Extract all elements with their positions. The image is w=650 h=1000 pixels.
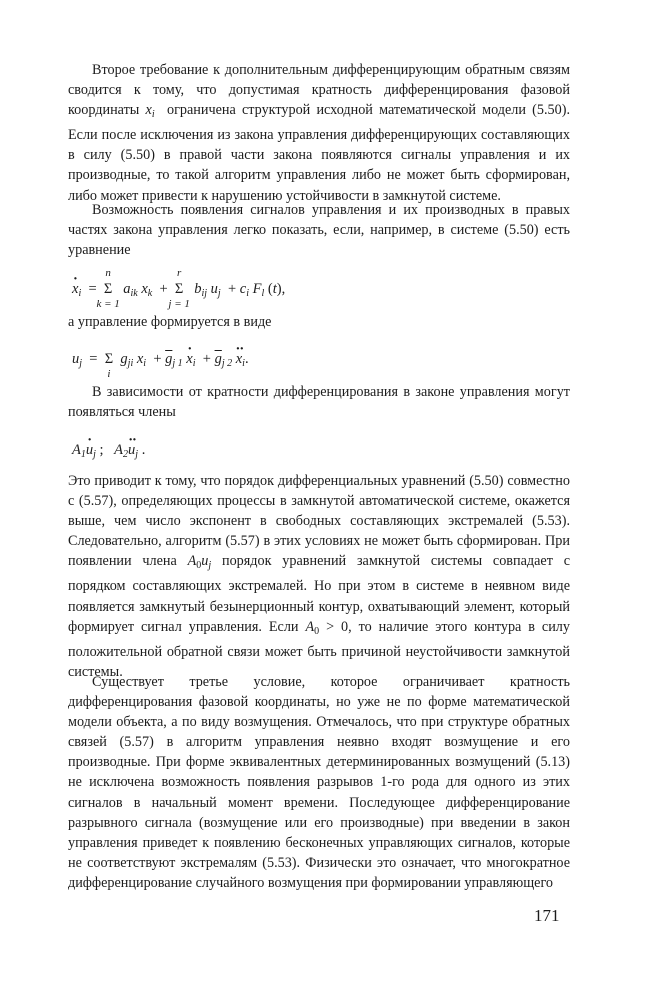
equation-terms: $A_1\cdot u_j$ ; $A_2\cdot\cdot u_j$ . [72, 443, 145, 460]
paragraph-5: Это приводит к тому, что порядок дифференциальных уравнений (5.50) совместно с (5.57), определяющих процессы в замкнутой автоматической системе, окажется выше, чем число экспонент в свободных составляющих экстремалей (5.53). Следовательно, алгоритм (5.57) в этих условиях не может быть сформирован. При появлении члена $A_0u_j$ порядок уравнений замкнутой системы совпадает с порядком составляющих экстремалей. Но при этом в системе в неявном виде появляется замкнутый безынерционный контур, охватывающий элемент, который формирует сигнал управления. Если $A_0 > 0$, то наличие этого контура в силу положительной обратной связи может быть причиной неустойчивости замкнутой системы. [68, 473, 570, 680]
equation-control: $u_j = \Sigma$ i $g_{ji}$ $x_i + \overline{g}_{j 1} \cdot x_i + \overline{g}_{j 2} \cdot\cdot x_i$. [72, 352, 249, 369]
paragraph-6: Существует третье условие, которое ограничивает кратность дифференцирования фазовой координаты, но уже не по форме математической модели объекта, а по виду возмущения. Отмечалось, что при структуре обратных связей (5.57) в алгоритм управления неявно входят возмущение и его производные. При форме эквивалентных детерминированных возмущений (5.13) не исключена возможность появления разрывов 1-го рода для одного из этих сигналов в начальный момент времени. Последующее дифференцирование разрывного сигнала (возмущение или его производные) при введении в закон управления приведет к появлению бесконечных управляющих сигналов, которые не соответствуют экстремалям (5.53). Физически это означает, что многократное дифференцирование случайного возмущения при формировании управляющего [68, 674, 570, 891]
paragraph-3: а управление формируется в виде [68, 314, 272, 330]
paragraph-2: Возможность появления сигналов управления и их производных в правых частях закона управления легко показать, если, например, в системе (5.50) есть уравнение [68, 202, 570, 259]
paragraph-4: В зависимости от кратности дифференцирования в законе управления могут появляться члены [68, 384, 570, 421]
equation-state: · $x_i = \Sigma$ n k = 1 $a_{ik}$ $x_k + \Sigma$ r j = 1 $b_{ij}$ $u_j + c_i$ $F_l$ (t), [72, 282, 285, 299]
paragraph-1: Второе требование к дополнительным дифференцирующим обратным связям сводится к тому, что допустимая кратность дифференцирования фазовой координаты $x_i$ ограничена структурой исходной математической модели (5.50). Если после исключения из закона управления дифференцирующих составляющих в силу (5.50) в правой части закона появляются сигналы управления и их производные, то такой алгоритм управления либо не может быть сформирован, либо может привести к нарушению устойчивости в замкнутой системе. [68, 62, 570, 204]
page-number: 171 [534, 906, 560, 925]
